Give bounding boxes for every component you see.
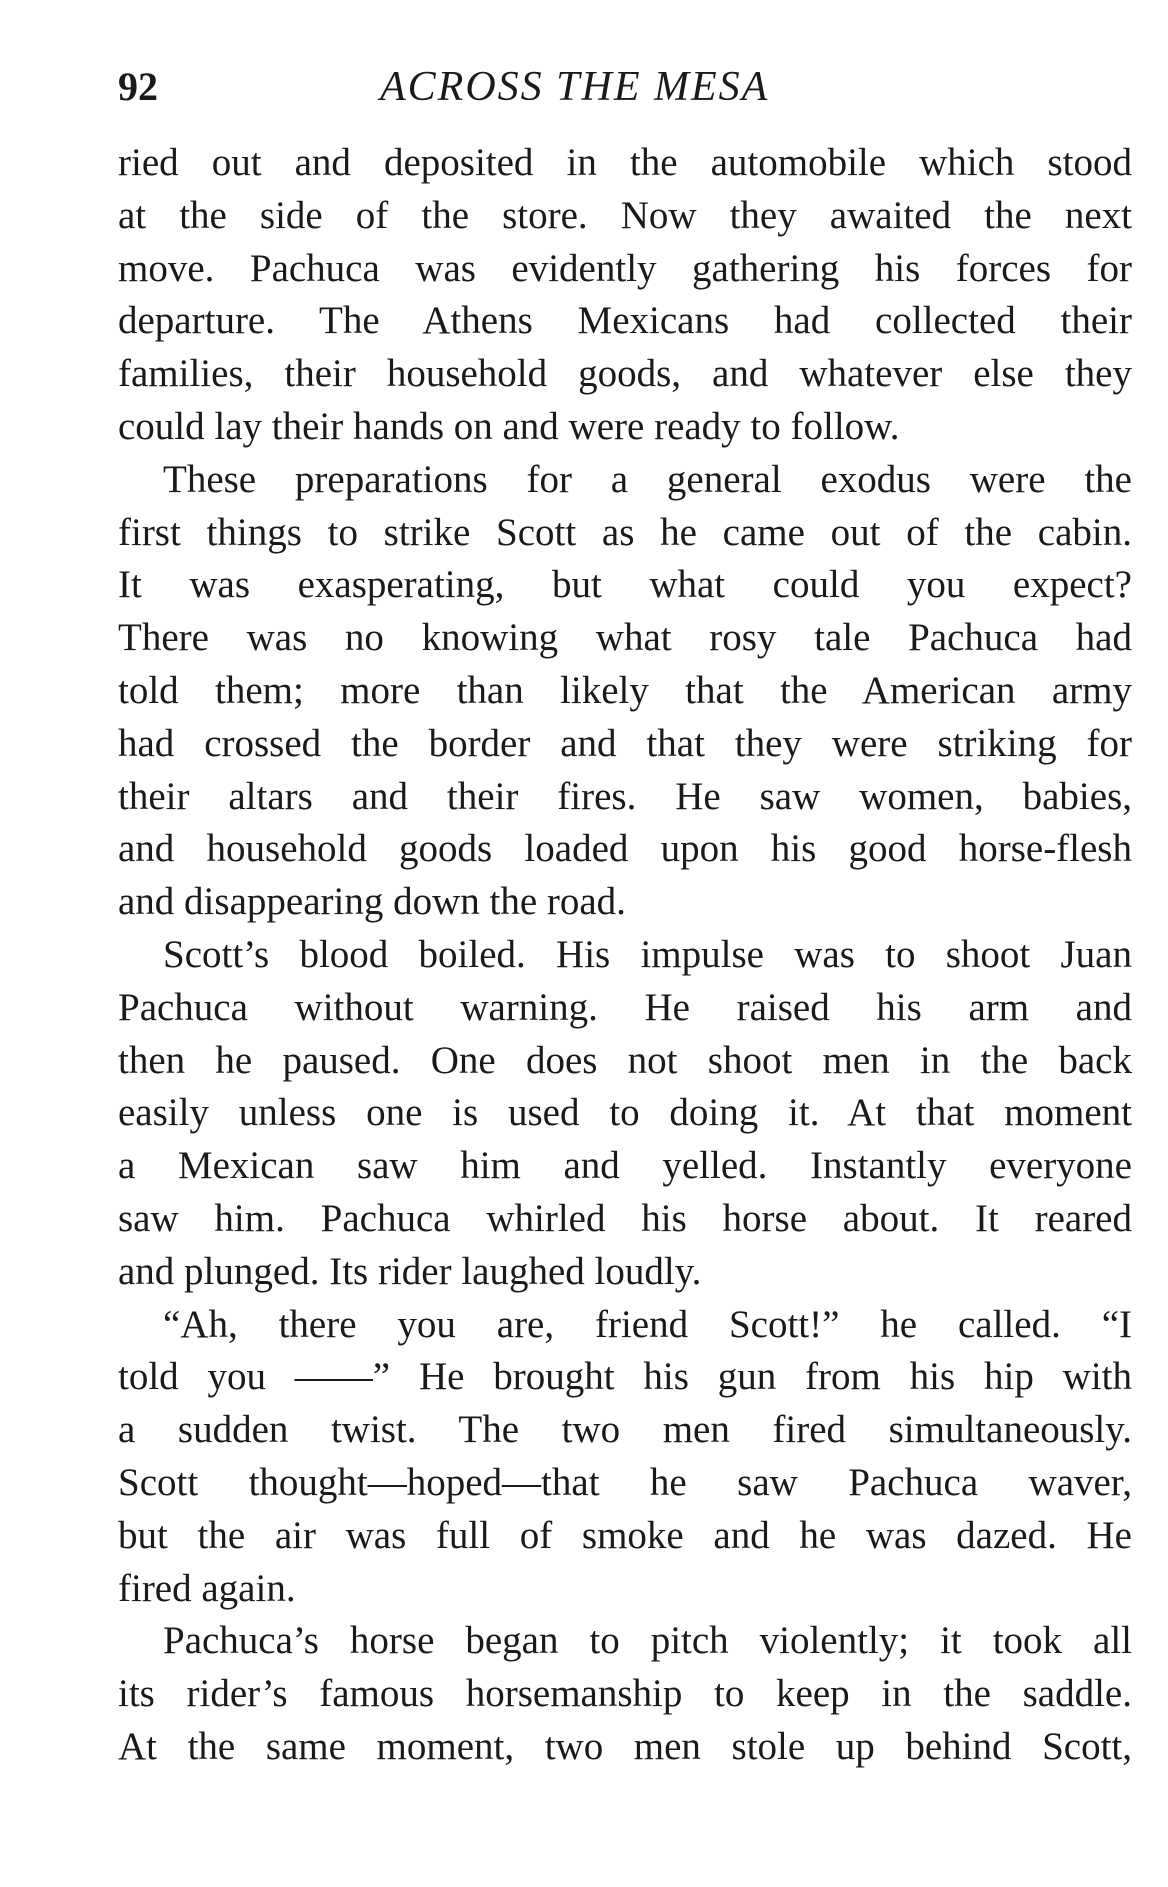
text-line: families, their household goods, and whatever else they: [118, 352, 1132, 396]
text-line: had crossed the border and that they were striking for: [118, 721, 1132, 765]
text-line: Scott thought—hoped—that he saw Pachuca waver,: [118, 1460, 1132, 1504]
text-line: a Mexican saw him and yelled. Instantly everyone: [118, 1144, 1132, 1188]
text-line: its rider’s famous horsemanship to keep in the saddle.: [118, 1672, 1132, 1716]
text-line: move. Pachuca was evidently gathering his forces for: [118, 246, 1132, 290]
text-line: It was exasperating, but what could you expect?: [118, 563, 1132, 607]
text-line: told you ——” He brought his gun from his hip with: [118, 1355, 1132, 1399]
text-line: and household goods loaded upon his good horse-flesh: [118, 827, 1132, 871]
text-line: saw him. Pachuca whirled his horse about. It reared: [118, 1196, 1132, 1240]
paragraph-first-line: These preparations for a general exodus were the: [163, 457, 1132, 501]
text-line: at the side of the store. Now they awaited the next: [118, 193, 1132, 237]
text-line: departure. The Athens Mexicans had collected their: [118, 299, 1132, 343]
page-header: [118, 62, 1132, 112]
text-line: could lay their hands on and were ready to follow.: [118, 404, 900, 448]
text-line: told them; more than likely that the American army: [118, 668, 1132, 712]
text-line: There was no knowing what rosy tale Pachuca had: [118, 616, 1132, 660]
text-line: easily unless one is used to doing it. At that moment: [118, 1091, 1132, 1135]
text-line: then he paused. One does not shoot men in the back: [118, 1038, 1132, 1082]
text-line: At the same moment, two men stole up behind Scott,: [118, 1724, 1132, 1768]
paragraph-first-line: Scott’s blood boiled. His impulse was to shoot Juan: [163, 932, 1132, 976]
text-line: and plunged. Its rider laughed loudly.: [118, 1249, 702, 1293]
text-line: but the air was full of smoke and he was dazed. He: [118, 1513, 1132, 1557]
running-title: ACROSS THE MESA: [380, 64, 770, 110]
text-line: ried out and deposited in the automobile which stood: [118, 141, 1132, 184]
text-line: first things to strike Scott as he came out of the cabin.: [118, 510, 1132, 554]
text-line: Pachuca without warning. He raised his arm and: [118, 985, 1132, 1029]
text-line: and disappearing down the road.: [118, 880, 626, 924]
paragraph-first-line: Pachuca’s horse began to pitch violently; it took all: [163, 1619, 1132, 1663]
body-text: [118, 137, 1132, 1774]
page-number: 92: [118, 64, 158, 109]
text-line: a sudden twist. The two men fired simultaneously.: [118, 1408, 1132, 1452]
text-line: their altars and their fires. He saw women, babies,: [118, 774, 1132, 818]
paragraph-first-line: “Ah, there you are, friend Scott!” he called. “I: [163, 1302, 1132, 1346]
text-line: fired again.: [118, 1566, 296, 1610]
